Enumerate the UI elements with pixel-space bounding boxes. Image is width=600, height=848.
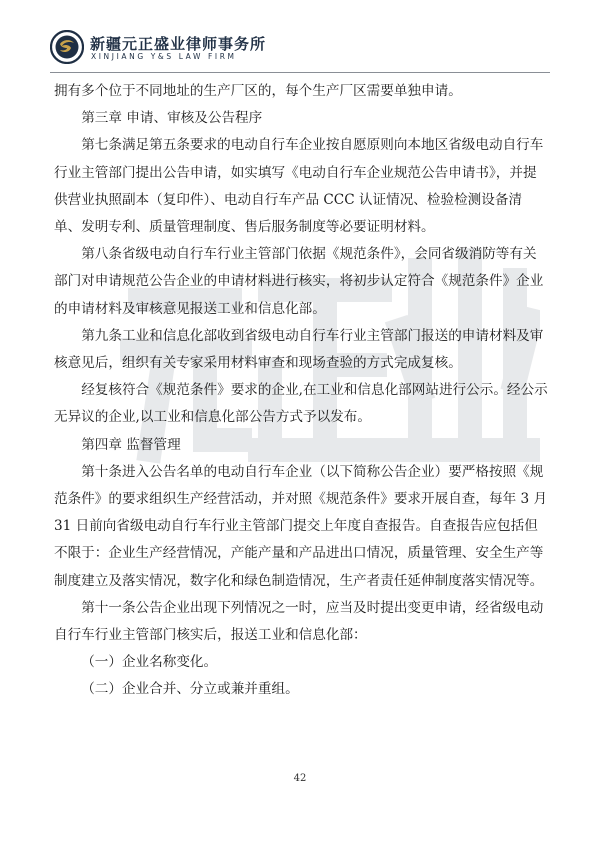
letterhead (50, 30, 550, 70)
document-body (54, 78, 548, 704)
paragraph: 拥有多个位于不同地址的生产厂区的，每个生产厂区需要单独申请。 (54, 83, 462, 99)
page-number: 42 (293, 773, 307, 784)
list-item: （一）企业名称变化。 (81, 654, 218, 671)
paragraph: 第十一条公告企业出现下列情况之一时，应当及时提出变更申请，经省级电动自行车行业主管部门核实后，报送工业和信息化部： (54, 599, 544, 644)
firm-name-en: XINJIANG Y&S LAW FIRM (91, 52, 237, 61)
header-divider (50, 72, 550, 73)
firm-name-cn: 新疆元正盛业律师事务所 (90, 35, 267, 53)
chapter-heading: 第三章 申请、审核及公告程序 (81, 110, 263, 127)
paragraph: 第九条工业和信息化部收到省级电动自行车行业主管部门报送的申请材料及审核意见后，组织有关专家采用材料审查和现场查验的方式完成复核。 (54, 327, 544, 372)
paragraph: 第十条进入公告名单的电动自行车企业（以下简称公告企业）要严格按照《规范条件》的要求组织生产经营活动，并对照《规范条件》要求开展自查，每年 3 月 31 日前向省级电动自行车行业主管部门提交上年度自查报告。自查报告应包括但不限于：企业生产经营情况，产能产量和产品进出口情况，质量管理、安全生产等制度建立及落实情况，数字化和绿色制造情况，生产者责任延伸制度落实情况等。 (54, 463, 548, 589)
list-item: （二）企业合并、分立或兼并重组。 (81, 681, 299, 698)
paragraph: 第七条满足第五条要求的电动自行车企业按自愿原则向本地区省级电动自行车行业主管部门提出公告申请，如实填写《电动自行车企业规范公告申请书》，并提供营业执照副本（复印件）、电动自行车产品 CCC 认证情况、检验检测设备清单、发明专利、质量管理制度、售后服务制度等必要证明材料。 (54, 137, 544, 236)
firm-logo-icon (50, 30, 84, 64)
chapter-heading: 第四章 监督管理 (81, 436, 181, 453)
paragraph: 经复核符合《规范条件》要求的企业,在工业和信息化部网站进行公示。经公示无异议的企业,以工业和信息化部公告方式予以发布。 (54, 382, 548, 426)
paragraph: 第八条省级电动自行车行业主管部门依据《规范条件》，会同省级消防等有关部门对申请规范公告企业的申请材料进行核实，将初步认定符合《规范条件》企业的申请材料及审核意见报送工业和信息化部。 (54, 246, 544, 317)
